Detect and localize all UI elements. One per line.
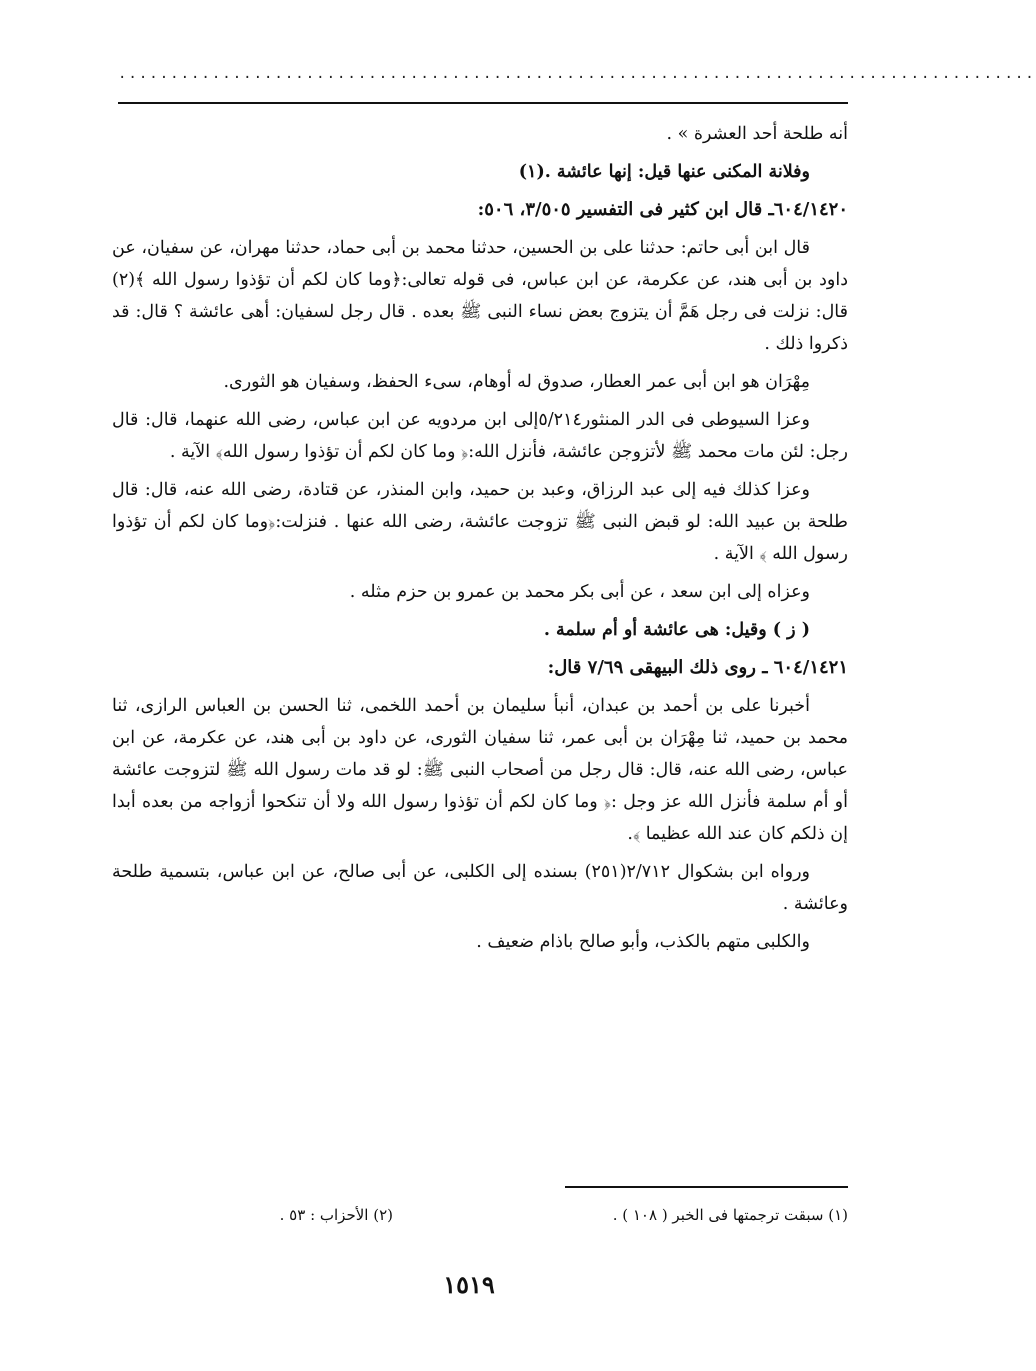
- footnote-2: (٢) الأحزاب : ٥٣ .: [279, 1206, 393, 1224]
- paragraph-aisha-or-umm-salama: ( ز ) وقيل: هى عائشة أو أم سلمة .: [543, 620, 810, 640]
- paragraph-ibn-saad: وعزاه إلى ابن سعد ، عن أبى بكر محمد بن عمرو بن حزم مثله .: [349, 582, 810, 602]
- footnotes: [112, 1206, 848, 1236]
- paragraph-bayhaqi-isnad: أخبرنا على بن أحمد بن عبدان، أنبأ سليمان بن أحمد اللخمى، ثنا الحسن بن العباس الرازى، ثنا محمد بن حميد، ثنا مِهْرَان بن أبى عمر، ثنا سفيان الثورى، عن داود بن أبى هند، عن عكرمة، عن ابن عباس، رضى الله عنه، قال: قال رجل من أصحاب النبى ﷺ: لو قد مات رسول الله ﷺ لتزوجت عائشة أو أم سلمة فأنزل الله عز وجل :﴿ وما كان لكم أن تؤذوا رسول الله ولا أن تنكحوا أزواجه من بعده أبدا إن ذلكم كان عند الله عظيما ﴾.: [112, 696, 848, 844]
- heading-1420: ٦٠٤/١٤٢٠ـ قال ابن كثير فى التفسير ٣/٥٠٥، ٥٠٦:: [477, 199, 848, 220]
- paragraph-suyuti: وعزا السيوطى فى الدر المنثور٥/٢١٤إلى ابن مردويه عن ابن عباس، رضى الله عنهما، قال: قال رجل: لئن مات محمد ﷺ لأتزوجن عائشة، فأنزل الله:﴿ وما كان لكم أن تؤذوا رسول الله﴾ الآية .: [112, 410, 848, 462]
- header-dotted-line: ........................................................................................: [118, 66, 1036, 82]
- header-rule: [118, 102, 848, 104]
- paragraph-aisha-named: وفلانة المكنى عنها قيل: إنها عائشة .(١): [518, 162, 810, 182]
- footnote-1: (١) سبقت ترجمتها فى الخبر ( ١٠٨ ) .: [612, 1206, 848, 1224]
- main-text: [112, 118, 848, 964]
- paragraph-mihran-note: مِهْرَان هو ابن أبى عمر العطار، صدوق له أوهام، سىء الحفظ، وسفيان هو الثورى.: [223, 372, 810, 392]
- paragraph-kalbi-note: والكلبى متهم بالكذب، وأبو صالح باذام ضعيف .: [476, 932, 810, 952]
- footnote-rule: [565, 1186, 848, 1188]
- page-number: ١٥١٩: [443, 1270, 495, 1299]
- paragraph-abd-al-razzaq: وعزا كذلك فيه إلى عبد الرزاق، وعبد بن حميد، وابن المنذر، عن قتادة، رضى الله عنه، قال: قال طلحة بن عبيد الله: لو قبض النبى ﷺ تزوجت عائشة، رضى الله عنها . فنزلت:﴿وما كان لكم أن تؤذوا رسول الله ﴾ الآية .: [112, 480, 848, 564]
- paragraph-continuation: أنه طلحة أحد العشرة » .: [666, 124, 848, 144]
- heading-1421: ٦٠٤/١٤٢١ ـ روى ذلك البيهقى ٧/٦٩ قال:: [547, 657, 848, 678]
- paragraph-ibn-bashkuwal: ورواه ابن بشكوال ٢/٧١٢(٢٥١) بسنده إلى الكلبى، عن أبى صالح، عن ابن عباس، بتسمية طلحة وعائشة .: [112, 862, 848, 914]
- paragraph-ibn-abi-hatim: قال ابن أبى حاتم: حدثنا على بن الحسين، حدثنا محمد بن أبى حماد، حدثنا مهران، عن سفيان، عن داود بن أبى هند، عن عكرمة، عن ابن عباس، فى قوله تعالى:﴿وما كان لكم أن تؤذوا رسول الله ﴾(٢) قال: نزلت فى رجل هَمَّ أن يتزوج بعض نساء النبى ﷺ بعده . قال رجل لسفيان: أهى عائشة ؟ قال: قد ذكروا ذلك .: [112, 238, 848, 354]
